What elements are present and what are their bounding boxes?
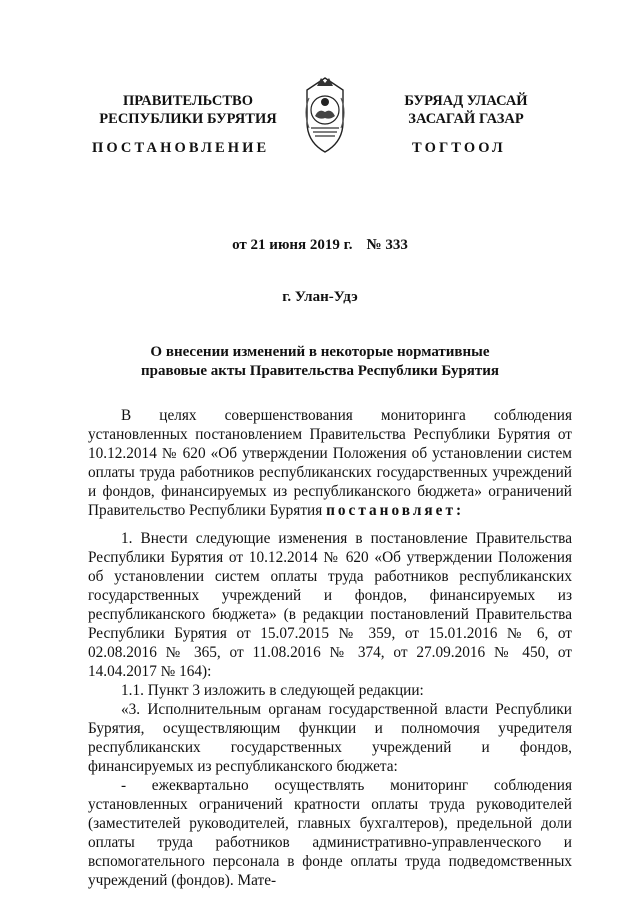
decree-date: от 21 июня 2019 г.: [232, 237, 353, 253]
header-line: БУРЯАД УЛАСАЙ: [404, 93, 528, 109]
preamble-paragraph: [88, 406, 572, 520]
date-number-line: [0, 236, 640, 255]
header-line: ЗАСАГАЙ ГАЗАР: [408, 111, 524, 127]
coat-of-arms-icon: [297, 72, 353, 156]
point-1-1: 1.1. Пункт 3 изложить в следующей редакции:: [121, 682, 424, 699]
preamble: [88, 406, 572, 520]
doc-type-bua: ТОГТООЛ: [412, 140, 506, 156]
header-line: РЕСПУБЛИКИ БУРЯТИЯ: [99, 111, 277, 127]
header-line: ПРАВИТЕЛЬСТВО: [123, 93, 253, 109]
point-1: 1. Внести следующие изменения в постановление Правительства Республики Бурятия от 10.12.2014 № 620 «Об утверждении Положения об установлении систем оплаты труда работников республиканских государственных учреждений и фондов, финансируемых из республиканского бюджета» (в редакции постановлений Правительства Республики Бурятия от 15.07.2015 № 359, от 15.01.2016 № 6, от 02.08.2016 № 365, от 11.08.2016 № 374, от 27.09.2016 № 450, от 14.04.2017 № 164):: [88, 530, 572, 680]
government-header-bua: [368, 92, 564, 128]
point-3-quote: «3. Исполнительным органам государственной власти Республики Бурятия, осуществляющим функции и полномочия учредителя республиканских государственных учреждений и фондов, финансируемых из республиканского бюджета:: [88, 701, 572, 775]
preamble-text: В целях совершенствования мониторинга соблюдения установленных постановлением Правительства Республики Бурятия от 10.12.2014 № 620 «Об утверждении Положения об установлении систем оплаты труда работников республиканских государственных учреждений и фондов, финансируемых из республиканского бюджета» ограничений Правительство Республики Бурятия: [88, 407, 572, 519]
title-line: правовые акты Правительства Республики Бурятия: [140, 363, 500, 379]
decree-number: № 333: [366, 237, 408, 253]
title-line: О внесении изменений в некоторые нормативные: [150, 344, 490, 360]
doc-type-ru: ПОСТАНОВЛЕНИЕ: [92, 140, 270, 156]
decree-word: постановляет:: [326, 502, 465, 519]
government-header-ru: [88, 92, 288, 128]
document-title: [0, 343, 640, 381]
dash-item: - ежеквартально осуществлять мониторинг соблюдения установленных ограничений кратности оплаты труда руководителей (заместителей руководителей, главных бухгалтеров), предельной доли оплаты труда работников административно-управленческого и вспомогательного персонала в фонде оплаты труда подведомственных учреждений (фондов). Мате-: [88, 777, 572, 889]
decree-points: [88, 529, 572, 890]
city-line: г. Улан-Удэ: [282, 289, 358, 305]
